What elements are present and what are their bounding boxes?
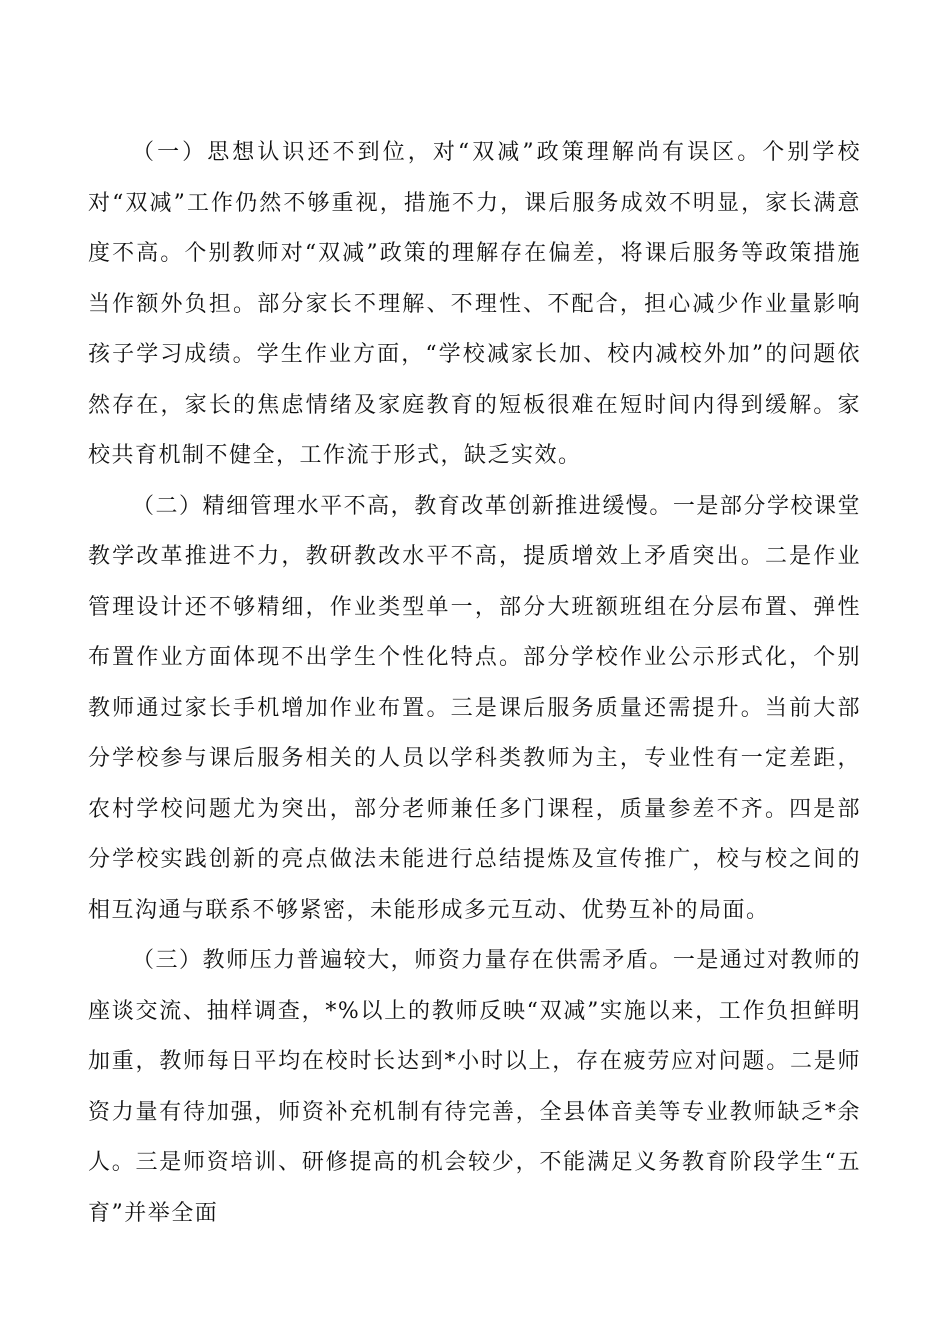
paragraph-3: （三）教师压力普遍较大，师资力量存在供需矛盾。一是通过对教师的座谈交流、抽样调查，*%以上的教师反映“双减”实施以来，工作负担鲜明加重，教师每日平均在校时长达到*小时以上，存在疲劳应对问题。二是师资力量有待加强，师资补充机制有待完善，全县体音美等专业教师缺乏*余人。三是师资培训、研修提高的机会较少，不能满足义务教育阶段学生“五育”并举全面 — [88, 948, 861, 1226]
paragraph-2: （二）精细管理水平不高，教育改革创新推进缓慢。一是部分学校课堂教学改革推进不力，教研教改水平不高，提质增效上矛盾突出。二是作业管理设计还不够精细，作业类型单一，部分大班额班组在分层布置、弹性布置作业方面体现不出学生个性化特点。部分学校作业公示形式化，个别教师通过家长手机增加作业布置。三是课后服务质量还需提升。当前大部分学校参与课后服务相关的人员以学科类教师为主，专业性有一定差距，农村学校问题尤为突出，部分老师兼任多门课程，质量参差不齐。四是部分学校实践创新的亮点做法未能进行总结提炼及宣传推广，校与校之间的相互沟通与联系不够紧密，未能形成多元互动、优势互补的局面。 — [88, 493, 861, 923]
document-body — [88, 128, 861, 1239]
paragraph-1: （一）思想认识还不到位，对“双减”政策理解尚有误区。个别学校对“双减”工作仍然不够重视，措施不力，课后服务成效不明显，家长满意度不高。个别教师对“双减”政策的理解存在偏差，将课后服务等政策措施当作额外负担。部分家长不理解、不理性、不配合，担心减少作业量影响孩子学习成绩。学生作业方面，“学校减家长加、校内减校外加”的问题依然存在，家长的焦虑情绪及家庭教育的短板很难在短时间内得到缓解。家校共育机制不健全，工作流于形式，缺乏实效。 — [88, 140, 861, 468]
